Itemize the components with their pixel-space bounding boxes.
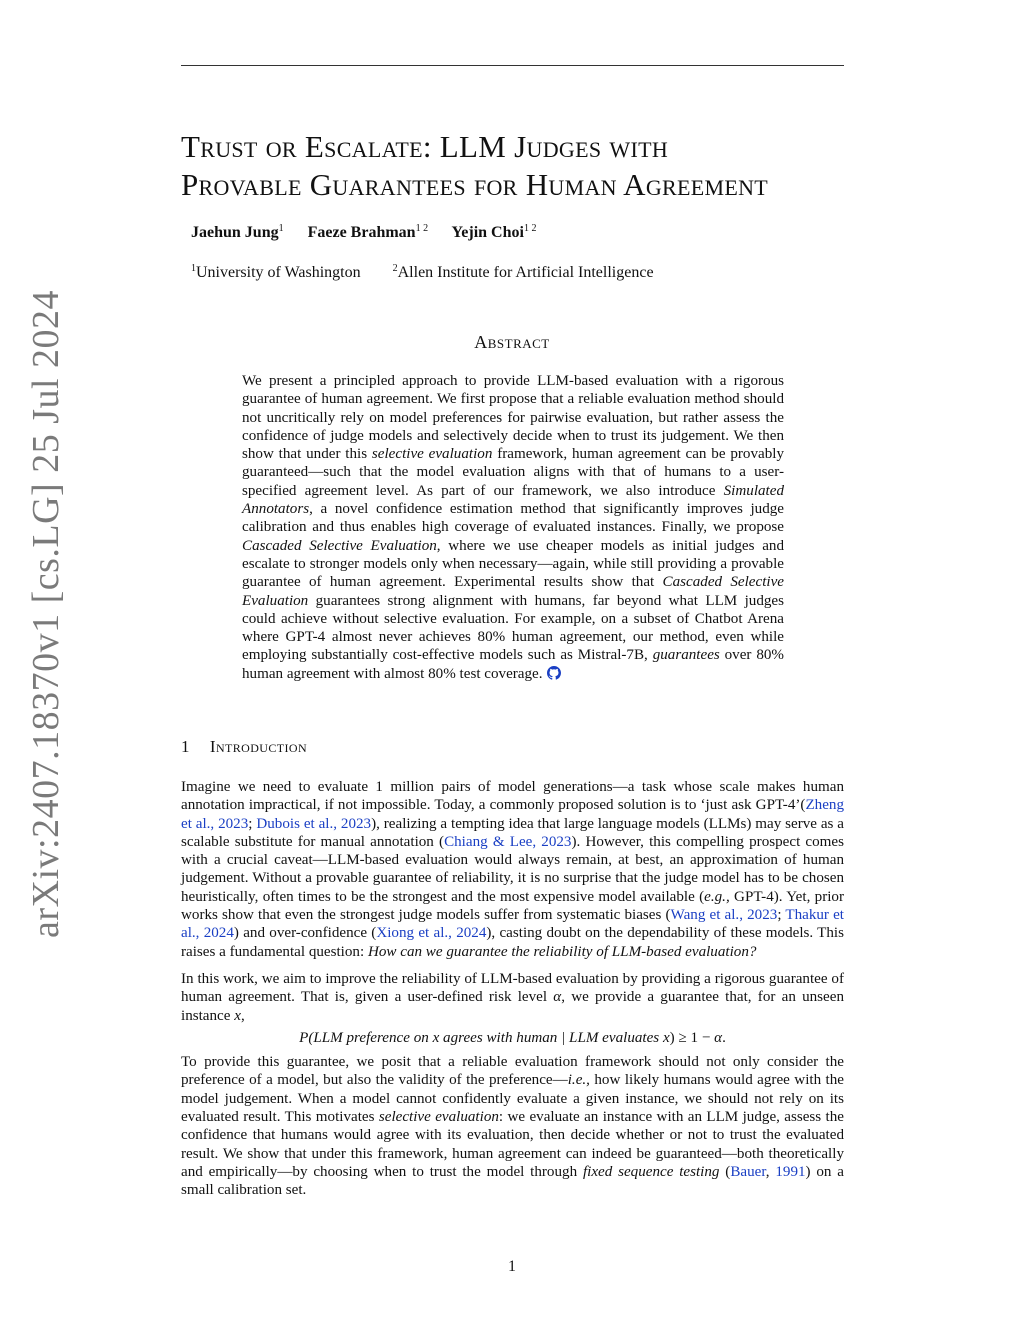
- citation-link[interactable]: Bauer: [730, 1163, 766, 1180]
- page-number: 1: [508, 1258, 516, 1275]
- abstract-heading: Abstract: [474, 332, 550, 352]
- paper-title: [181, 128, 881, 204]
- affiliation: $^2$Allen Institute for Artificial Intelligence: [392, 263, 654, 281]
- author: Jaehun Jung$^1$: [191, 223, 284, 241]
- paragraph: Imagine we need to evaluate 1 million pairs of model generations—a task whose scale makes human annotation impractical, if not impossible. Today, a commonly proposed solution is to ‘just ask GPT-4’(Zheng et al., 2023; Dubois et al., 2023), realizing a tempting idea that large language models (LLMs) may serve as a scalable substitute for manual annotation (Chiang & Lee, 2023). However, this compelling prospect comes with a crucial caveat—LLM-based evaluation would always remain, at best, an approximation of human judgement. Without a provable guarantee of reliability, it is no surprise that the judge model has to be chosen heuristically, often times to be the strongest and the most expensive model available (e.g., GPT-4). Yet, prior works show that even the strongest judge models suffer from systematic biases (Wang et al., 2023; Thakur et al., 2024) and over-confidence (Xiong et al., 2024), casting doubt on the dependability of these models. This raises a fundamental question: How can we guarantee the reliability of LLM-based evaluation?: [181, 779, 845, 960]
- guarantee-equation: P(LLM preference on x agrees with human | LLM evaluates x) ≥ 1 − α.: [299, 1029, 726, 1046]
- section-heading-introduction: 1 Introduction: [181, 737, 308, 756]
- title-line-2: Provable Guarantees for Human Agreement: [181, 167, 769, 202]
- abstract-text: We present a principled approach to provide LLM-based evaluation with a rigorous guarantee of human agreement. We first propose that a reliable evaluation method should not uncritically rely on model preferences for pairwise evaluation, but rather assess the confidence of judge models and selectively decide when to trust its judgement. We then show that under this selective evaluation framework, human agreement can be provably guaranteed—such that the model evaluation aligns with that of humans to a user-specified agreement level. As part of our framework, we also introduce Simulated Annotators, a novel confidence estimation method that significantly improves judge calibration and thus enables high coverage of evaluated instances. Finally, we propose Cascaded Selective Evaluation, where we use cheaper models as initial judges and escalate to stronger models only when necessary—again, while still providing a provable guarantee of human agreement. Experimental results show that Cascaded Selective Evaluation guarantees strong alignment with humans, far beyond what LLM judges could achieve without selective evaluation. For example, on a subset of Chatbot Arena where GPT-4 almost never achieves 80% human agreement, our method, even while employing substantially cost-effective models such as Mistral-7B, guarantees over 80% human agreement with almost 80% test coverage.: [242, 372, 784, 685]
- citation-link[interactable]: Xiong et al., 2024: [376, 925, 487, 942]
- author-list: [191, 223, 556, 242]
- citation-link[interactable]: Thakur et al., 2024: [181, 907, 844, 942]
- citation-link[interactable]: Zheng et al., 2023: [181, 797, 844, 832]
- author: Yejin Choi$^{1 2}$: [451, 223, 537, 241]
- citation-link[interactable]: 1991: [775, 1163, 806, 1180]
- github-icon[interactable]: [547, 666, 561, 685]
- citation-link[interactable]: Dubois et al., 2023: [256, 815, 372, 832]
- introduction-body: [181, 778, 844, 1209]
- affiliation-list: [191, 263, 682, 282]
- arxiv-identifier[interactable]: arXiv:2407.18370v1 [cs.LG] 25 Jul 2024: [25, 289, 67, 938]
- title-line-1: Trust or Escalate: LLM Judges with: [181, 129, 669, 164]
- paragraph: To provide this guarantee, we posit that a reliable evaluation framework should not only consider the preference of a model, but also the validity of the preference—i.e., how likely humans would agree with the model judgement. When a model cannot confidently evaluate a given instance, we should not rely on its evaluated result. This motivates selective evaluation: we evaluate an instance with an LLM judge, assess the confidence that humans would agree with its evaluation, then decide whether or not to trust the evaluated result. We show that under this framework, human agreement can indeed be guaranteed—both theoretically and empirically—by choosing when to trust the model through fixed sequence testing (Bauer, 1991) on a small calibration set.: [181, 1054, 845, 1199]
- citation-link[interactable]: Wang et al., 2023: [670, 907, 778, 924]
- affiliation: $^1$University of Washington: [191, 263, 361, 281]
- author: Faeze Brahman$^{1 2}$: [307, 223, 429, 241]
- header-rule: [181, 65, 844, 66]
- citation-link[interactable]: Chiang & Lee, 2023: [444, 833, 572, 850]
- paragraph: In this work, we aim to improve the reliability of LLM-based evaluation by providing a rigorous guarantee of human agreement. That is, given a user-defined risk level α, we provide a guarantee that, for an unseen instance x,: [181, 970, 844, 1024]
